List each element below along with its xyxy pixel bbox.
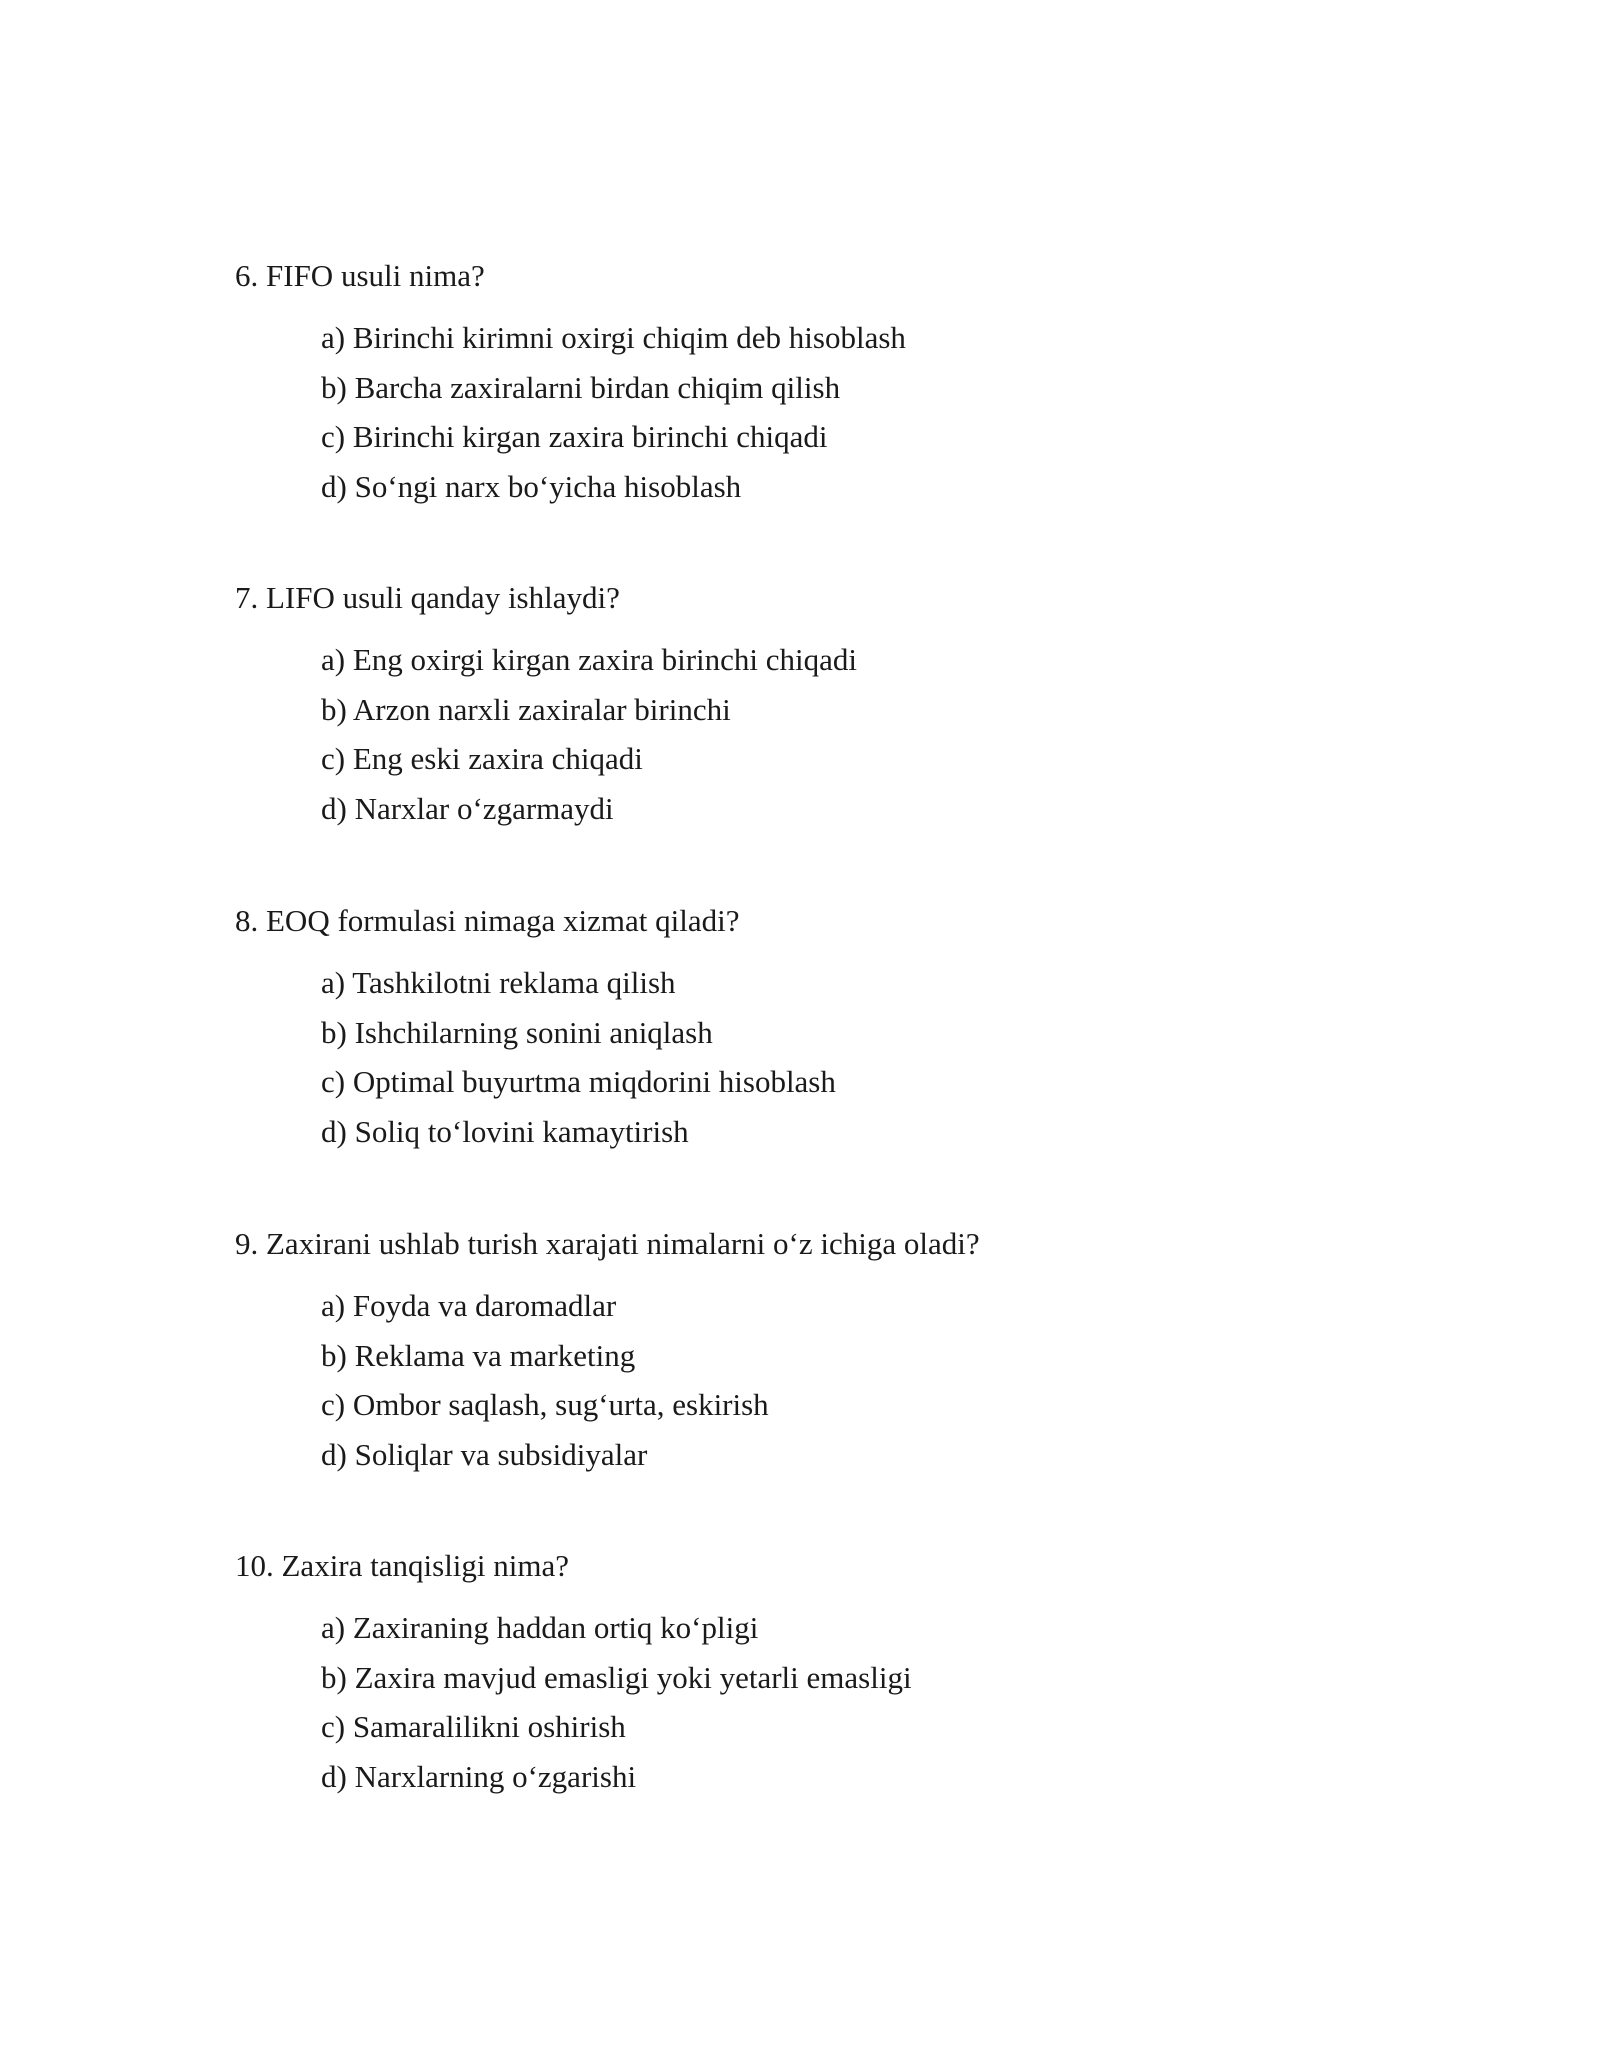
question-text: 6. FIFO usuli nima? — [235, 258, 485, 293]
option-list — [235, 313, 1435, 511]
question-text: 7. LIFO usuli qanday ishlaydi? — [235, 580, 620, 615]
option-b: b) Barcha zaxiralarni birdan chiqim qilish — [321, 369, 841, 405]
option-a: a) Birinchi kirimni oxirgi chiqim deb hisoblash — [321, 320, 906, 355]
question-6 — [235, 256, 1435, 511]
option-a: a) Eng oxirgi kirgan zaxira birinchi chiqadi — [321, 642, 858, 677]
question-text: 8. EOQ formulasi nimaga xizmat qiladi? — [235, 903, 740, 938]
option-a: a) Zaxiraning haddan ortiq ko‘pligi — [321, 1610, 759, 1645]
option-c: c) Samaralilikni oshirish — [321, 1709, 626, 1744]
option-c: c) Ombor saqlash, sug‘urta, eskirish — [321, 1387, 769, 1422]
question-9 — [235, 1224, 1435, 1479]
option-d: d) Narxlarning o‘zgarishi — [321, 1758, 637, 1794]
question-10 — [235, 1546, 1435, 1801]
question-8 — [235, 901, 1435, 1156]
option-d: d) Soliqlar va subsidiyalar — [321, 1436, 648, 1472]
option-d: d) Soliq to‘lovini kamaytirish — [321, 1113, 689, 1149]
option-a: a) Foyda va daromadlar — [321, 1288, 617, 1323]
option-b: b) Arzon narxli zaxiralar birinchi — [321, 691, 731, 727]
option-list — [235, 1603, 1435, 1801]
option-d: d) Narxlar o‘zgarmaydi — [321, 790, 614, 826]
option-c: c) Optimal buyurtma miqdorini hisoblash — [321, 1064, 836, 1099]
question-7 — [235, 578, 1435, 833]
option-d: d) So‘ngi narx bo‘yicha hisoblash — [321, 468, 742, 504]
option-b: b) Zaxira mavjud emasligi yoki yetarli emasligi — [321, 1659, 912, 1695]
question-text: 9. Zaxirani ushlab turish xarajati nimalarni o‘z ichiga oladi? — [235, 1226, 980, 1261]
option-c: c) Birinchi kirgan zaxira birinchi chiqadi — [321, 419, 828, 454]
option-list — [235, 1281, 1435, 1479]
option-list — [235, 958, 1435, 1156]
option-b: b) Reklama va marketing — [321, 1337, 636, 1373]
option-c: c) Eng eski zaxira chiqadi — [321, 741, 643, 776]
option-b: b) Ishchilarning sonini aniqlash — [321, 1014, 713, 1050]
option-a: a) Tashkilotni reklama qilish — [321, 965, 676, 1000]
question-text: 10. Zaxira tanqisligi nima? — [235, 1548, 570, 1583]
option-list — [235, 635, 1435, 833]
